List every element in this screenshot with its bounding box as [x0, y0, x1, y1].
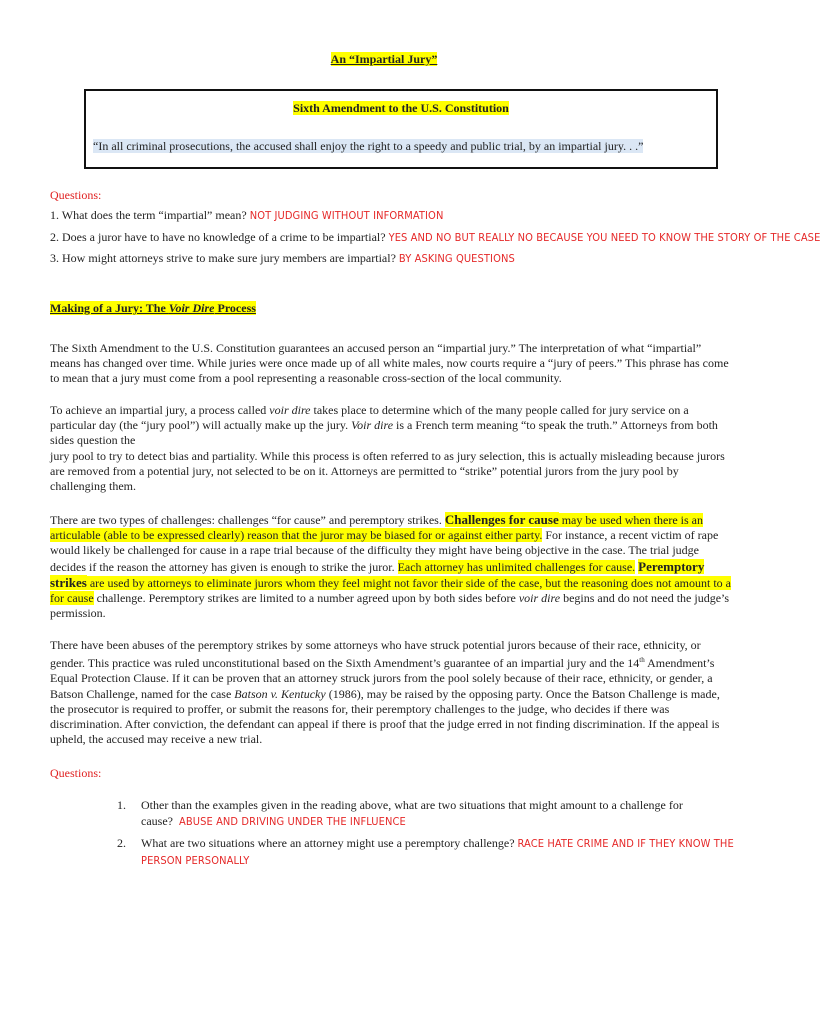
list-item-text: Other than the examples given in the reading above, what are two situations that might amount to a challenge for cause?: [141, 798, 683, 828]
list-item-number: 1.: [117, 798, 126, 812]
amendment-quote-text: “In all criminal prosecutions, the accused shall enjoy the right to a speedy and public trial, by an impartial jury. . .”: [93, 139, 644, 153]
paragraph-2: [50, 403, 732, 494]
p3-j: begins and do not need the judge’s permission.: [50, 591, 730, 621]
list-item: [117, 835, 734, 871]
list-item-answer: RACE HATE CRIME AND IF THEY KNOW THE PERSON PERSONALLY: [141, 837, 734, 867]
p3-a: There are two types of challenges: challenges “for cause” and peremptory strikes.: [50, 513, 445, 527]
p3-highlight-2: Each attorney has unlimited challenges for cause.: [397, 559, 636, 574]
section-heading-italic: Voir Dire: [168, 301, 215, 315]
p2-a: To achieve an impartial jury, a process called: [50, 403, 270, 417]
p3-highlight-3: are used by attorneys to eliminate jurors whom they feel might not favor their side of the case, but the reasoning does not amount to a for cause: [50, 575, 732, 606]
p4-sup: th: [639, 656, 645, 665]
p2-voir-dire-2: Voir dire: [351, 418, 394, 433]
question-1-text: 1. What does the term “impartial” mean?: [50, 208, 247, 222]
p2-f: jury pool to try to detect bias and partiality. While this process is often referred to as jury selection, this is actually misleading because jurors are removed from a potential jury, not selected to be on it. Attorneys are permitted to “strike” potential jurors from the jury pool by challenging them.: [50, 448, 725, 494]
p4-a: There have been abuses of the peremptory strikes by some attorneys who have struck potential jurors because of their race, ethnicity, or gender. This practice was ruled unconstitutional based on the Sixth Amendment’s guarantee of an impartial jury and the 14: [50, 638, 701, 671]
p3-h: challenge. Peremptory strikes are limited to a number agreed upon by both sides before: [93, 591, 519, 606]
page-title-text: An “Impartial Jury”: [330, 52, 438, 66]
list-item-number: 2.: [117, 836, 126, 850]
paragraph-3: [50, 512, 732, 621]
paragraph-1: The Sixth Amendment to the U.S. Constitution guarantees an accused person an “impartial jury.” The interpretation of what “impartial” means has changed over time. While juries were once made up of all white males, now courts require a “jury of peers.” This phrase has come to mean that a jury must come from a pool representing a reasonable cross-section of the local community.: [50, 341, 729, 386]
question-2-text: 2. Does a juror have to have no knowledge of a crime to be impartial?: [50, 230, 386, 244]
amendment-box: [84, 89, 718, 169]
questions-heading-2: Questions:: [50, 766, 102, 780]
p4-case-name: Batson v. Kentucky: [234, 686, 326, 701]
question-3-answer: BY ASKING QUESTIONS: [398, 252, 515, 265]
list-item-body: [141, 797, 741, 830]
question-1: [50, 208, 443, 223]
p4-c: (1986), may be raised by the opposing party. Once the Batson Challenge is made, the prosecutor is required to proffer, or submit the reasons for, their peremptory challenges to the judge, who decides if there was discrimination. After conviction, the defendant can appeal if there is proof that the judge erred in not finding discrimination. If the appeal is upheld, the accused may receive a new trial.: [50, 686, 720, 747]
section-heading-pre: Making of a Jury: The: [50, 301, 169, 315]
list-item-body: [141, 835, 741, 869]
amendment-heading-text: Sixth Amendment to the U.S. Constitution: [293, 101, 509, 115]
challenges-for-cause-term: Challenges for cause: [444, 512, 559, 527]
question-1-answer: NOT JUDGING WITHOUT INFORMATION: [249, 209, 444, 222]
p2-c: takes place to determine which of the many people called for jury service on a particular day (the “jury pool”) will actually make up the jury.: [50, 403, 689, 433]
page-title: [0, 52, 768, 67]
paragraph-4: [50, 638, 732, 747]
questions-heading: Questions:: [50, 188, 102, 202]
p3-voir-dire: voir dire: [518, 591, 561, 606]
question-3-text: 3. How might attorneys strive to make sure jury members are impartial?: [50, 251, 396, 265]
section-heading-post: Process: [214, 301, 256, 315]
p3-d: For instance, a recent victim of rape would likely be challenged for cause in a rape trial because of the difficulty they might have being objective in the case. The trial judge decides if the reason the attorney has given is enough to strike the juror.: [50, 528, 719, 574]
p3-highlight-1: may be used when there is an articulable (able to be expressed clearly) reason that the juror may be biased for or against either party.: [50, 513, 704, 543]
amendment-quote: [93, 139, 643, 154]
question-2-answer: YES AND NO BUT REALLY NO BECAUSE YOU NEED TO KNOW THE STORY OF THE CASE: [388, 231, 820, 244]
section-heading: [50, 301, 256, 316]
p2-e: is a French term meaning “to speak the truth.” Attorneys from both sides question the: [50, 418, 718, 448]
p2-voir-dire: voir dire: [269, 403, 311, 417]
list-item: [117, 797, 717, 833]
list-item-text: What are two situations where an attorney might use a peremptory challenge?: [141, 836, 515, 850]
peremptory-strikes-term: Peremptory strikes: [50, 558, 705, 590]
question-2: [50, 230, 820, 245]
list-item-answer: ABUSE AND DRIVING UNDER THE INFLUENCE: [178, 815, 406, 828]
amendment-heading: [86, 101, 716, 116]
question-3: [50, 251, 515, 266]
p4-b: Amendment’s Equal Protection Clause. If it can be proven that an attorney struck jurors from the pool solely because of their race, ethnicity, or gender, a Batson Challenge, named for the case: [50, 656, 715, 701]
